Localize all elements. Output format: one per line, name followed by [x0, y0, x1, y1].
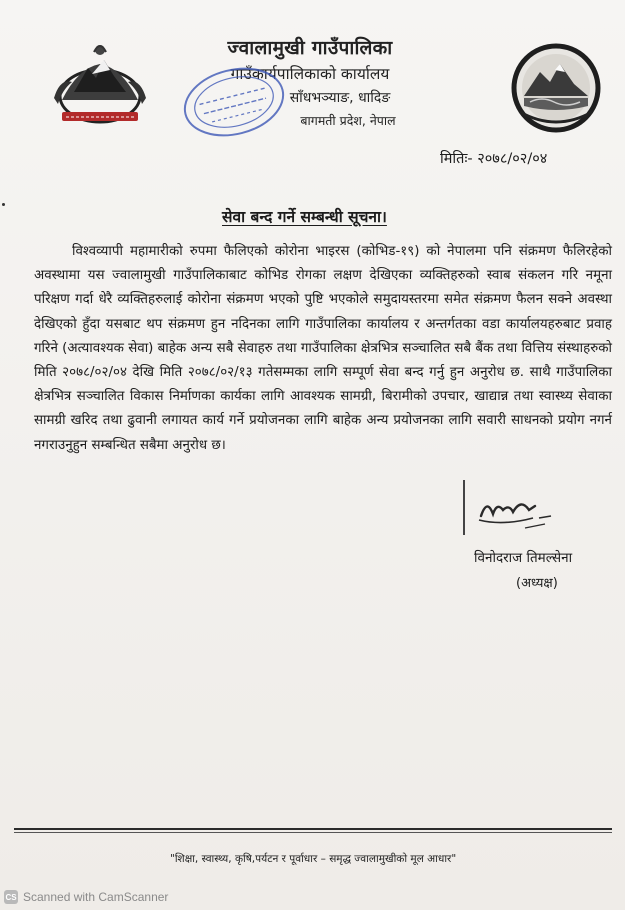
scanner-text: Scanned with CamScanner — [23, 890, 169, 904]
scanner-watermark — [4, 889, 168, 905]
office-title: ज्वालामुखी गाउँपालिका — [227, 37, 393, 59]
margin-mark — [2, 203, 5, 206]
nepal-emblem-icon — [48, 38, 152, 128]
date-value: २०७८/०२/०४ — [477, 151, 548, 167]
signatory-designation: (अध्यक्ष) — [516, 576, 558, 591]
municipality-logo-icon — [508, 40, 604, 136]
office-location: साँधभञ्याङ, धादिङ — [289, 90, 391, 106]
notice-body — [34, 240, 612, 458]
notice-paragraph: विश्वव्यापी महामारीको रुपमा फैलिएको कोरोना भाइरस (कोभिड-१९) को नेपालमा पनि संक्रमण फैलिरहेको अवस्थामा यस ज्वालामुखी गाउँपालिकाबाट कोभिड रोगका लक्षण देखिएका व्यक्तिहरुको स्वाब संकलन गरि नमूना परिक्षण गर्दा धेरै व्यक्तिहरुलाई कोरोना संक्रमण भएको पुष्टि भएकोले समुदायस्तरमा समेत संक्रमण फैलन सक्ने अवस्था देखिएको हुँदा यसबाट थप संक्रमण हुन नदिनका लागि गाउँपालिका कार्यालय र अन्तर्गतका वडा कार्यालयहरुबाट प्रवाह गरिने (अत्यावश्यक सेवा) बाहेक अन्य सबै सेवाहरु तथा गाउँपालिका क्षेत्रभित्र सञ्चालित सबै बैंक तथा वित्तिय संस्थाहरुको मिति २०७८/०२/०४ देखि मिति २०७८/०२/१३ गतेसम्मका लागि सम्पूर्ण सेवा बन्द गर्नु हुन अनुरोध छ. साथै गाउँपालिका क्षेत्रभित्र सञ्चालित विकास निर्माणका कार्यका लागि आवश्यक सामग्री, बिरामीको उपचार, खाद्यान्न तथा स्वास्थ्य सेवाका सामग्री खरिद तथा ढुवानी लगायत कार्य गर्ने प्रयोजनका लागि बाहेक अन्य प्रयोजनका लागि सवारी साधनको प्रयोग नगर्न नगराउनुहुन सम्बन्धित सबैमा अनुरोध छ। — [34, 244, 612, 453]
footer-divider — [14, 828, 612, 830]
footer-motto: "शिक्षा, स्वास्थ्य, कृषि,पर्यटन र पूर्वाधार – समृद्ध ज्वालामुखीको मूल आधार" — [170, 853, 457, 865]
office-subtitle: गाउँकार्यपालिकाको कार्यालय — [230, 65, 390, 83]
camscanner-icon: CS — [4, 890, 18, 904]
signature-icon — [463, 480, 593, 536]
signatory-name: विनोदराज तिमल्सेना — [474, 550, 573, 566]
office-stamp — [178, 62, 290, 142]
footer-divider-thin — [14, 832, 612, 833]
date-label: मितिः- — [440, 151, 473, 167]
notice-subject: सेवा बन्द गर्ने सम्बन्धी सूचना। — [222, 208, 387, 226]
office-province: बागमती प्रदेश, नेपाल — [300, 113, 396, 128]
issue-date — [440, 148, 610, 168]
